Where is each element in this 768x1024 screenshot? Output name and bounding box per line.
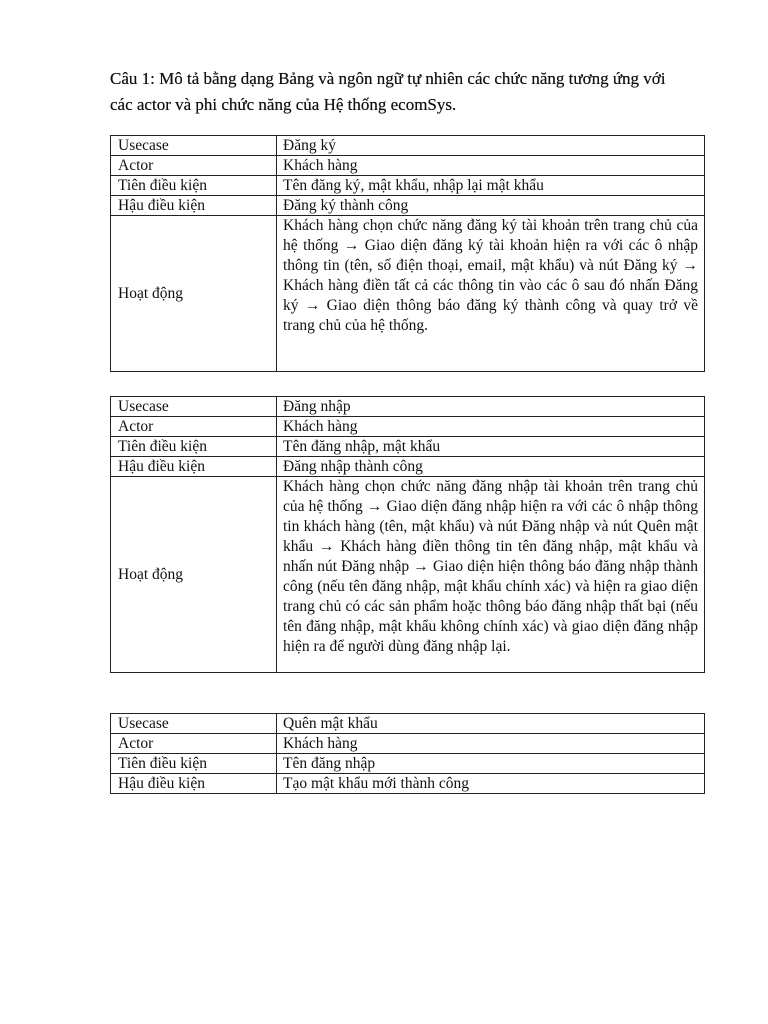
row-label: Tiên điều kiện <box>111 754 277 774</box>
row-value: Khách hàng <box>277 156 705 176</box>
row-value-activity: Khách hàng chọn chức năng đăng nhập tài khoản trên trang chủ của hệ thống → Giao diện đăng nhập hiện ra với các ô nhập thông tin khách hàng (tên, mật khẩu) và nút Đăng nhập và nút Quên mật khẩu → Khách hàng điền thông tin tên đăng nhập, mật khẩu và nhấn nút Đăng nhập → Giao diện hiện thông báo đăng nhập thành công (nếu tên đăng nhập, mật khẩu chính xác) và hiện ra giao diện trang chủ có các sản phẩm hoặc thông báo đăng nhập thất bại (nếu tên đăng nhập, mật khẩu không chính xác) và giao diện đăng nhập hiện ra để người dùng đăng nhập lại. <box>277 477 705 673</box>
row-label: Usecase <box>111 136 277 156</box>
usecase-table-login <box>110 396 705 673</box>
row-label: Usecase <box>111 714 277 734</box>
row-label: Tiên điều kiện <box>111 176 277 196</box>
row-value: Đăng nhập thành công <box>277 457 705 477</box>
row-value: Đăng ký <box>277 136 705 156</box>
table-row <box>111 397 705 417</box>
row-label: Hậu điều kiện <box>111 774 277 794</box>
row-value: Tên đăng nhập <box>277 754 705 774</box>
usecase-table-register <box>110 135 705 372</box>
row-value: Tạo mật khẩu mới thành công <box>277 774 705 794</box>
row-value: Tên đăng nhập, mật khẩu <box>277 437 705 457</box>
row-value: Khách hàng <box>277 417 705 437</box>
table-row <box>111 734 705 754</box>
row-value: Khách hàng <box>277 734 705 754</box>
question-heading: Câu 1: Mô tả bằng dạng Bảng và ngôn ngữ tự nhiên các chức năng tương ứng với các actor và phi chức năng của Hệ thống ecomSys. <box>110 69 666 114</box>
row-value-activity: Khách hàng chọn chức năng đăng ký tài khoản trên trang chủ của hệ thống → Giao diện đăng ký tài khoản hiện ra với các ô nhập thông tin (tên, số điện thoại, email, mật khẩu) và nút Đăng ký → Khách hàng điền tất cả các thông tin vào các ô sau đó nhấn Đăng ký → Giao diện thông báo đăng ký thành công và quay trở về trang chủ của hệ thống. <box>277 216 705 372</box>
table-row <box>111 754 705 774</box>
table-row <box>111 477 705 673</box>
row-label: Hoạt động <box>111 477 277 673</box>
row-label: Hậu điều kiện <box>111 457 277 477</box>
usecase-table-forgot-password <box>110 713 705 794</box>
row-value: Đăng ký thành công <box>277 196 705 216</box>
row-label: Usecase <box>111 397 277 417</box>
table-row <box>111 437 705 457</box>
table-row <box>111 714 705 734</box>
table-row <box>111 196 705 216</box>
row-label: Tiên điều kiện <box>111 437 277 457</box>
table-row <box>111 176 705 196</box>
table-row <box>111 156 705 176</box>
table-row <box>111 774 705 794</box>
table-row <box>111 417 705 437</box>
row-value: Quên mật khẩu <box>277 714 705 734</box>
row-value: Đăng nhập <box>277 397 705 417</box>
row-label: Actor <box>111 734 277 754</box>
row-label: Actor <box>111 417 277 437</box>
row-label: Hoạt động <box>111 216 277 372</box>
table-row <box>111 216 705 372</box>
table-row <box>111 136 705 156</box>
row-label: Hậu điều kiện <box>111 196 277 216</box>
table-row <box>111 457 705 477</box>
row-label: Actor <box>111 156 277 176</box>
row-value: Tên đăng ký, mật khẩu, nhập lại mật khẩu <box>277 176 705 196</box>
